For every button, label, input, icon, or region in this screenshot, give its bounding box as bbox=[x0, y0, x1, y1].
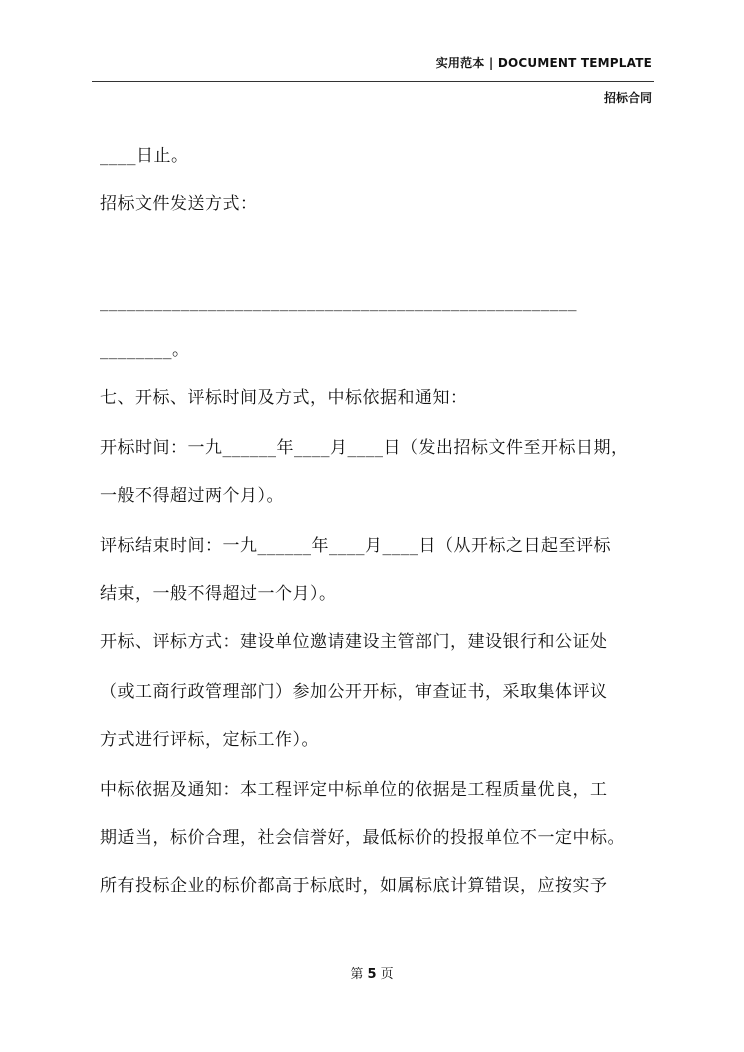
body-line-13: 中标依据及通知：本工程评定中标单位的依据是工程质量优良，工 bbox=[100, 780, 608, 800]
body-line-8: 评标结束时间：一九______年____月____日（从开标之日起至评标 bbox=[100, 536, 611, 556]
page-prefix: 第 bbox=[350, 967, 364, 982]
body-line-10: 开标、评标方式：建设单位邀请建设主管部门，建设银行和公证处 bbox=[100, 632, 608, 652]
body-line-4: ________。 bbox=[100, 340, 190, 360]
page-suffix: 页 bbox=[380, 967, 394, 982]
body-line-12: 方式进行评标，定标工作）。 bbox=[100, 730, 319, 750]
body-line-7: 一般不得超过两个月）。 bbox=[100, 486, 284, 506]
header-subtitle: 招标合同 bbox=[603, 91, 652, 105]
body-line-9: 结束，一般不得超过一个月）。 bbox=[100, 584, 337, 604]
body-line-5: 七、开标、评标时间及方式，中标依据和通知： bbox=[100, 388, 468, 408]
body-line-6: 开标时间：一九______年____月____日（发出招标文件至开标日期， bbox=[100, 438, 629, 458]
body-line-3: _____________________________________________________ bbox=[100, 292, 577, 312]
page-number bbox=[0, 963, 744, 982]
header-divider bbox=[92, 81, 654, 82]
body-line-1: ____日止。 bbox=[100, 146, 189, 166]
body-line-14: 期适当，标价合理，社会信誉好，最低标价的投报单位不一定中标。 bbox=[100, 828, 625, 848]
header-title: 实用范本 | DOCUMENT TEMPLATE bbox=[435, 56, 652, 70]
page-number-value: 5 bbox=[367, 967, 377, 982]
body-line-11: （或工商行政管理部门）参加公开开标，审查证书，采取集体评议 bbox=[100, 682, 608, 702]
body-line-15: 所有投标企业的标价都高于标底时，如属标底计算错误，应按实予 bbox=[100, 876, 608, 896]
body-line-2: 招标文件发送方式： bbox=[100, 194, 258, 214]
